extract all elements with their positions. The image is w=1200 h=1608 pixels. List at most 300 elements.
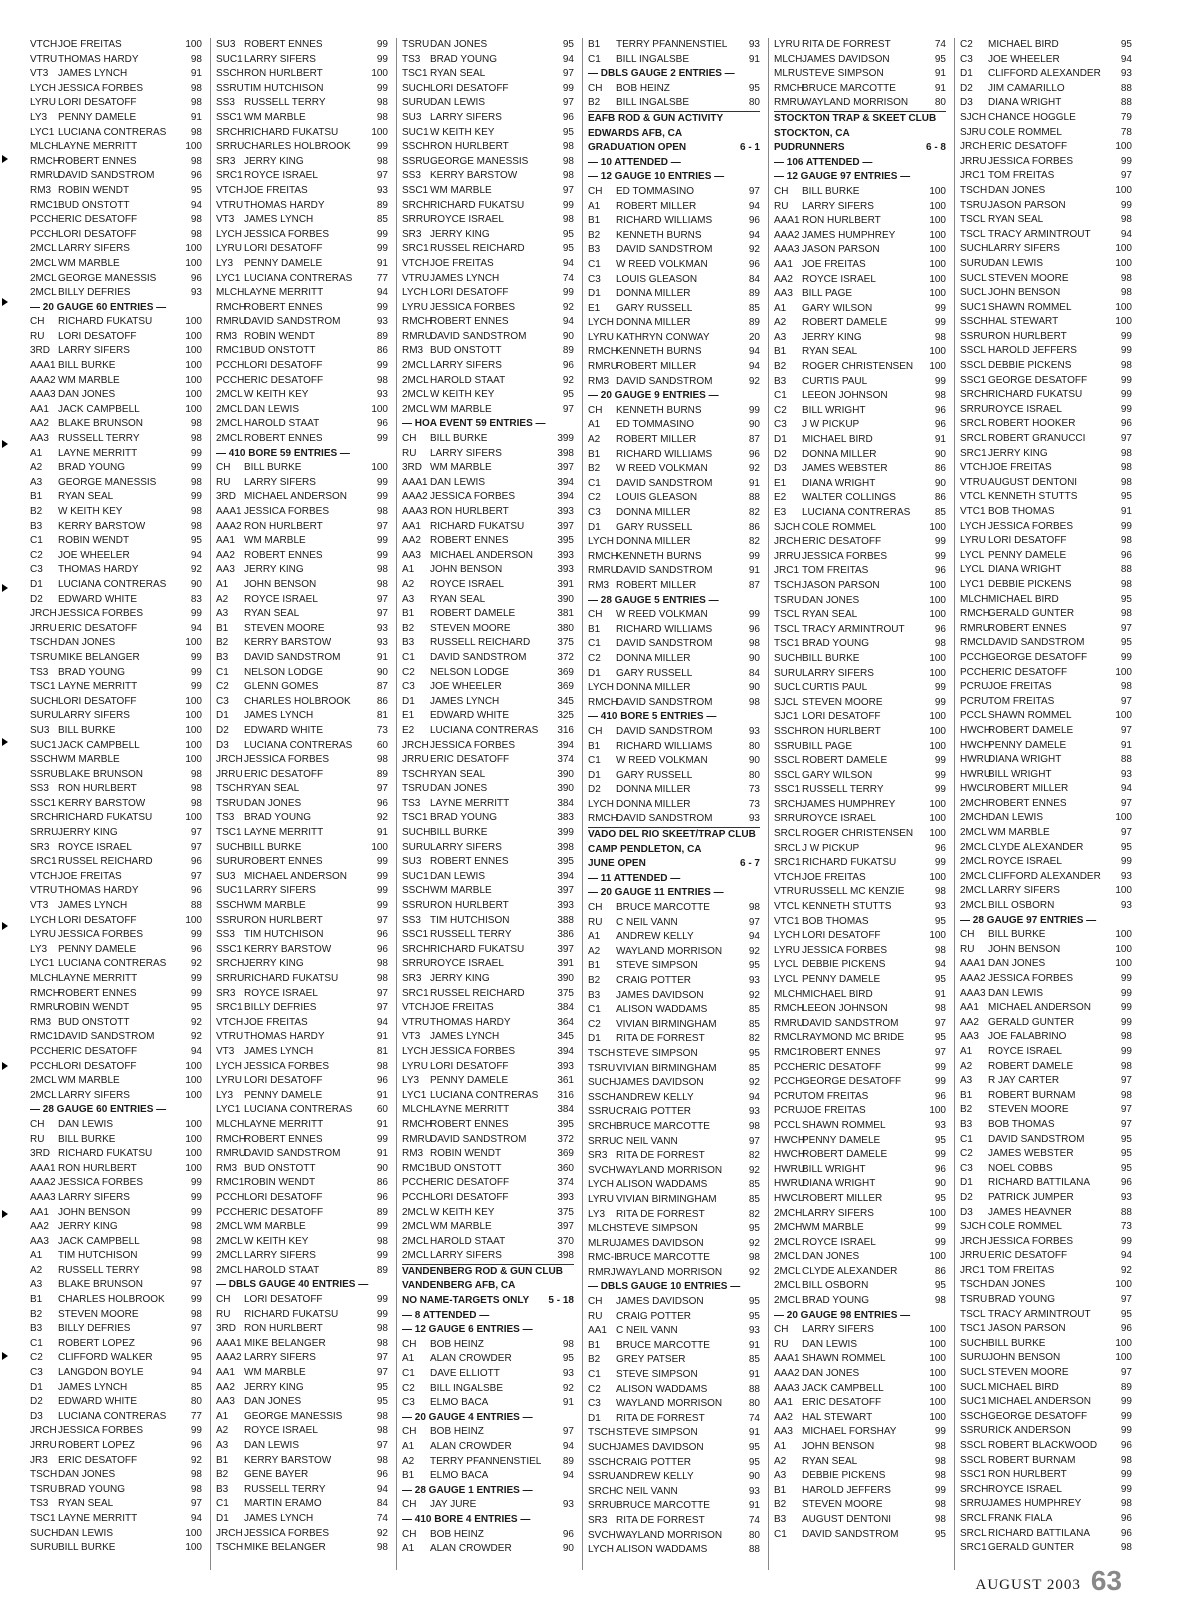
result-row <box>960 811 1132 826</box>
shooter-name: DAVID SANDSTROM <box>58 170 155 182</box>
event-header: — 410 BORE 4 ENTRIES — <box>402 1513 531 1525</box>
class-code: SUC1 <box>216 885 243 897</box>
score: 91 <box>748 53 760 65</box>
class-code: SUCH <box>30 1527 59 1539</box>
score: 95 <box>190 535 202 547</box>
result-row <box>774 521 946 536</box>
score: 88 <box>1120 564 1132 576</box>
shooter-name: ERIC DESATOFF <box>988 666 1068 678</box>
score: 91 <box>934 434 946 446</box>
result-row <box>588 433 760 448</box>
result-row <box>402 476 574 491</box>
score: 95 <box>748 82 760 94</box>
score: 95 <box>934 915 946 927</box>
score: 86 <box>934 492 946 504</box>
class-code: 2MCL <box>960 856 987 868</box>
result-row <box>960 53 1132 68</box>
result-row <box>588 1353 760 1368</box>
result-row <box>588 1193 760 1208</box>
result-row <box>960 184 1132 199</box>
class-code: C1 <box>588 1004 601 1016</box>
score: 94 <box>1120 228 1132 240</box>
result-row <box>960 1133 1132 1148</box>
class-code: SSC1 <box>774 784 801 796</box>
class-code: TSCH <box>774 579 802 591</box>
class-code: AA1 <box>774 1397 793 1409</box>
result-row <box>216 1293 388 1308</box>
score: 100 <box>929 244 946 256</box>
class-code: AA1 <box>402 520 421 532</box>
class-code: B1 <box>30 491 43 503</box>
result-row <box>588 229 760 244</box>
class-code: A2 <box>960 1060 973 1072</box>
shooter-name: LARRY SIFERS <box>430 360 502 372</box>
shooter-name: RON HURLBERT <box>802 215 881 227</box>
result-row <box>402 1469 574 1484</box>
shooter-name: ROBERT LOPEZ <box>58 1337 135 1349</box>
class-code: 2MCL <box>216 1221 243 1233</box>
event-header: — 20 GAUGE 4 ENTRIES — <box>402 1411 533 1423</box>
result-row <box>216 1235 388 1250</box>
result-row <box>216 534 388 549</box>
class-code: C2 <box>960 39 973 50</box>
score: 85 <box>934 507 946 518</box>
shooter-name: BILL INGALSBE <box>616 97 689 109</box>
class-code: HWRU <box>774 1178 806 1190</box>
class-code: LYC1 <box>30 958 55 970</box>
class-code: VTRU <box>216 199 244 211</box>
class-code: SRC1 <box>402 243 429 255</box>
result-row <box>774 1250 946 1265</box>
score: 97 <box>376 1440 388 1451</box>
score: 100 <box>929 229 946 241</box>
score: 95 <box>562 39 574 50</box>
result-row <box>774 1148 946 1163</box>
score: 80 <box>748 740 760 752</box>
class-code: SR3 <box>216 155 236 167</box>
class-code: AA3 <box>774 1426 793 1438</box>
score: 94 <box>1120 53 1132 65</box>
shoot-title: GRADUATION OPEN <box>588 142 687 154</box>
result-row <box>960 403 1132 418</box>
shooter-name: ANDREW KELLY <box>616 931 694 943</box>
shooter-name: BUD ONSTOTT <box>58 199 130 211</box>
shooter-name: W KEITH KEY <box>58 506 123 517</box>
score: 391 <box>557 958 574 970</box>
score: 98 <box>1120 1498 1132 1510</box>
score: 91 <box>748 477 760 489</box>
class-code: VTCH <box>402 1002 430 1014</box>
shooter-name: HAROLD STAAT <box>430 1235 506 1247</box>
result-row <box>216 782 388 797</box>
score: 99 <box>376 1133 388 1145</box>
class-code: JRCH <box>30 1425 57 1437</box>
score: 98 <box>934 1499 946 1511</box>
class-code: C2 <box>588 492 601 504</box>
event-header: — 106 ATTENDED — <box>774 156 873 168</box>
shooter-name: ROBERT ENNES <box>430 535 509 547</box>
shooter-name: LARRY SIFERS <box>802 1324 874 1336</box>
shooter-name: ROYCE ISRAEL <box>988 856 1062 868</box>
result-row <box>30 505 202 520</box>
shooter-name: CLIFFORD ALEXANDER <box>988 68 1101 80</box>
score: 100 <box>929 594 946 606</box>
class-code: B2 <box>774 1499 787 1511</box>
shooter-name: LORI DESATOFF <box>430 82 509 94</box>
class-code: JRRU <box>30 1440 57 1451</box>
shooter-name: ROGER CHRISTENSEN <box>802 828 914 840</box>
score: 98 <box>1120 1060 1132 1072</box>
result-row <box>216 578 388 593</box>
score: 98 <box>562 155 574 167</box>
score: 99 <box>748 404 760 416</box>
result-row <box>588 608 760 623</box>
shooter-name: JAMES LYNCH <box>430 272 500 284</box>
score: 85 <box>748 1018 760 1030</box>
result-row <box>30 578 202 593</box>
class-code: C1 <box>402 1368 415 1380</box>
shooter-name: CRAIG POTTER <box>616 1456 692 1468</box>
score: 98 <box>1120 1089 1132 1101</box>
score: 89 <box>376 199 388 211</box>
class-code: CH <box>216 462 231 474</box>
score: 99 <box>190 651 202 663</box>
result-row <box>774 1163 946 1178</box>
class-code: AA3 <box>960 1031 979 1043</box>
score: 97 <box>748 916 760 928</box>
result-row <box>216 1527 388 1542</box>
shooter-name: DAVID SANDSTROM <box>58 1031 155 1043</box>
shooter-name: DAN LEWIS <box>430 476 486 488</box>
result-row <box>588 974 760 989</box>
class-code: A2 <box>30 462 43 474</box>
score: 96 <box>934 419 946 431</box>
result-row <box>774 316 946 331</box>
class-code: TSCH <box>588 1047 616 1059</box>
class-code: RMRU <box>960 622 990 634</box>
score: 99 <box>376 360 388 372</box>
score: 94 <box>376 1016 388 1028</box>
shooter-name: BILL INGALSBE <box>430 1382 503 1394</box>
class-code: A2 <box>588 434 601 446</box>
class-code: SUCH <box>30 695 59 707</box>
result-row <box>216 344 388 359</box>
score: 98 <box>376 1337 388 1349</box>
class-code: 2MCL <box>960 900 987 912</box>
class-code: SSCH <box>960 1410 988 1422</box>
score: 93 <box>562 1499 574 1511</box>
score: 95 <box>748 1310 760 1322</box>
shooter-name: ROBERT HOOKER <box>988 418 1076 430</box>
shooter-name: ROBERT DAMELE <box>802 755 888 767</box>
shooter-name: LARRY SIFERS <box>244 53 316 65</box>
shooter-name: JAMES LYNCH <box>244 214 314 226</box>
score: 73 <box>1120 1221 1132 1233</box>
result-row <box>960 1074 1132 1089</box>
class-code: RMRU <box>774 97 804 109</box>
class-code: SUCH <box>588 1442 617 1453</box>
score: 89 <box>376 1264 388 1276</box>
result-row <box>588 1266 760 1281</box>
score: 80 <box>190 1396 202 1408</box>
column-divider <box>954 38 955 1570</box>
result-row <box>588 579 760 594</box>
class-code: SRC1 <box>216 1002 243 1014</box>
score: 60 <box>376 739 388 751</box>
score: 100 <box>185 316 202 328</box>
shooter-name: EDWARD WHITE <box>58 593 138 605</box>
result-row <box>960 1439 1132 1454</box>
result-row <box>774 433 946 448</box>
shooter-name: MICHAEL BIRD <box>988 1381 1059 1393</box>
score: 95 <box>1120 637 1132 649</box>
shooter-name: JESSICA FORBES <box>802 550 888 562</box>
shooter-name: LUCIANA CONTRERAS <box>430 724 539 736</box>
class-code: LYCH <box>588 536 614 548</box>
class-code: 2MCL <box>216 1264 243 1276</box>
result-row <box>30 388 202 403</box>
class-code: D3 <box>30 1410 43 1422</box>
score: 100 <box>185 1060 202 1072</box>
result-row <box>960 1030 1132 1045</box>
shooter-name: VIVIAN BIRMINGHAM <box>616 1193 717 1205</box>
score: 73 <box>748 798 760 810</box>
shooter-name: JESSICA FORBES <box>988 1235 1074 1247</box>
score: 99 <box>190 1250 202 1262</box>
score: 100 <box>1115 1352 1132 1364</box>
score: 84 <box>748 273 760 285</box>
score: 91 <box>1120 739 1132 751</box>
shooter-name: PENNY DAMELE <box>988 739 1067 751</box>
class-code: E1 <box>588 302 601 314</box>
class-code: 2MCL <box>774 1280 801 1292</box>
result-row <box>30 724 202 739</box>
score: 98 <box>376 564 388 576</box>
result-row <box>774 1046 946 1061</box>
score: 98 <box>748 902 760 914</box>
score: 100 <box>929 1324 946 1336</box>
result-row <box>402 1016 574 1031</box>
shooter-name: EDWARD WHITE <box>430 710 510 722</box>
shooter-name: RICHARD BATTILANA <box>988 1527 1091 1539</box>
class-code: 3RD <box>30 1148 51 1160</box>
score: 96 <box>748 448 760 460</box>
result-row <box>774 652 946 667</box>
result-row <box>216 899 388 914</box>
club-location: VANDENBERG AFB, CA <box>402 1280 516 1292</box>
result-row <box>402 344 574 359</box>
result-row <box>30 1235 202 1250</box>
shooter-name: ROBERT ENNES <box>988 797 1067 809</box>
shooter-name: DIANA WRIGHT <box>988 564 1062 576</box>
score: 85 <box>748 1193 760 1205</box>
shooter-name: NELSON LODGE <box>430 666 509 678</box>
shooter-name: THOMAS HARDY <box>244 1031 325 1043</box>
shooter-name: ALISON WADDAMS <box>616 1383 708 1395</box>
shooter-name: C NEIL VANN <box>616 1325 678 1337</box>
shooter-name: RITA DE FORREST <box>802 39 891 50</box>
class-code: SSCL <box>960 1440 987 1451</box>
shooter-name: RUSSELL TERRY <box>244 1483 326 1495</box>
shooter-name: LEEON JOHNSON <box>802 390 888 402</box>
class-code: RMCH <box>402 1118 432 1130</box>
class-code: JRCH <box>216 1527 243 1539</box>
result-row <box>960 228 1132 243</box>
score: 97 <box>1120 433 1132 445</box>
shooter-name: GEORGE MANESSIS <box>244 1410 343 1422</box>
class-code: RMRU <box>402 1133 432 1145</box>
score: 99 <box>748 550 760 562</box>
result-row <box>774 1221 946 1236</box>
shooter-name: ROBERT LOPEZ <box>58 1440 135 1451</box>
shooter-name: JASON PARSON <box>802 579 880 591</box>
class-code: D2 <box>588 784 601 796</box>
class-code: D2 <box>30 593 43 605</box>
score: 96 <box>748 258 760 270</box>
class-code: RM3 <box>30 184 52 196</box>
shooter-name: TIM HUTCHISON <box>430 914 510 926</box>
score: 80 <box>748 97 760 109</box>
result-row <box>774 1061 946 1076</box>
class-code: SU3 <box>402 111 422 123</box>
score: 83 <box>190 593 202 605</box>
result-row <box>960 1089 1132 1104</box>
shooter-name: JESSICA FORBES <box>58 1177 144 1189</box>
result-row <box>30 155 202 170</box>
score: 90 <box>748 419 760 431</box>
shooter-name: ERIC DESATOFF <box>58 1454 138 1466</box>
score: 390 <box>557 973 574 984</box>
score: 100 <box>185 257 202 269</box>
class-code: 2MCL <box>402 374 429 386</box>
class-code: E3 <box>774 507 787 518</box>
class-code: AA2 <box>216 1381 235 1393</box>
shooter-name: ED TOMMASINO <box>616 185 694 197</box>
class-code: TS3 <box>30 666 49 678</box>
shooter-name: RICHARD FUKATSU <box>244 126 339 138</box>
class-code: AA1 <box>30 403 49 415</box>
shooter-name: NOEL COBBS <box>988 1162 1053 1174</box>
column-divider <box>768 38 769 1570</box>
class-code: C3 <box>774 419 787 431</box>
class-code: SUCH <box>588 1077 617 1089</box>
result-row <box>216 1322 388 1337</box>
result-row <box>216 359 388 374</box>
class-code: JRCH <box>30 608 57 620</box>
class-code: SUCL <box>960 287 987 299</box>
result-row <box>588 1105 760 1120</box>
score: 97 <box>376 1367 388 1379</box>
shooter-name: ROBERT MILLER <box>616 434 697 446</box>
score: 98 <box>934 331 946 343</box>
result-row <box>774 1090 946 1105</box>
result-row <box>774 302 946 317</box>
shooter-name: LORI DESATOFF <box>244 243 323 255</box>
score: 99 <box>1120 1483 1132 1495</box>
shooter-name: COLE ROMMEL <box>802 521 876 533</box>
score: 93 <box>376 637 388 649</box>
shooter-name: STEVEN MOORE <box>430 622 511 634</box>
shooter-name: RON HURLBERT <box>430 900 509 912</box>
shooter-name: DEBBIE PICKENS <box>802 1470 886 1482</box>
score: 96 <box>1120 1527 1132 1539</box>
shooter-name: ROBERT DAMELE <box>988 724 1074 736</box>
score: 100 <box>185 695 202 707</box>
score: 91 <box>376 1031 388 1043</box>
score: 91 <box>376 651 388 663</box>
result-row <box>216 666 388 681</box>
result-row <box>774 1119 946 1134</box>
result-row <box>960 38 1132 53</box>
class-code: CH <box>402 1426 417 1438</box>
score: 100 <box>929 1382 946 1394</box>
class-code: SURU <box>30 1542 59 1554</box>
score: 374 <box>557 1177 574 1189</box>
shooter-name: JAMES DAVIDSON <box>802 53 890 65</box>
score: 96 <box>190 1440 202 1451</box>
score: 94 <box>1120 783 1132 795</box>
shooter-name: J W PICKUP <box>802 419 860 431</box>
score: 85 <box>748 1179 760 1191</box>
shooter-name: LUCIANA CONTRERAS <box>802 507 911 518</box>
shooter-name: WM MARBLE <box>58 754 120 766</box>
shooter-name: LORI DESATOFF <box>430 287 509 299</box>
result-row <box>216 461 388 476</box>
score: 99 <box>934 536 946 548</box>
score: 93 <box>376 316 388 328</box>
score: 91 <box>748 1369 760 1381</box>
result-row <box>960 82 1132 97</box>
shooter-name: ERIC DESATOFF <box>244 1206 324 1218</box>
result-row <box>216 155 388 170</box>
shooter-name: BOB THOMAS <box>988 506 1055 517</box>
result-row <box>774 200 946 215</box>
score: 94 <box>190 549 202 561</box>
score: 90 <box>748 755 760 767</box>
score: 388 <box>557 914 574 926</box>
score: 91 <box>934 68 946 80</box>
shooter-name: WM MARBLE <box>430 1221 492 1233</box>
score: 20 <box>748 331 760 343</box>
class-code: A1 <box>588 200 601 212</box>
result-row <box>402 811 574 826</box>
shooter-name: RUSSELL TERRY <box>244 97 326 109</box>
result-row <box>30 199 202 214</box>
result-row <box>588 1397 760 1412</box>
class-code: SRCH <box>402 199 431 211</box>
shooter-name: LARRY SIFERS <box>430 447 502 459</box>
score: 97 <box>376 593 388 605</box>
class-code: PCCH <box>402 1191 431 1203</box>
score: 93 <box>748 813 760 825</box>
class-code: JRRU <box>960 1250 987 1262</box>
class-code: SSRU <box>216 914 244 926</box>
shooter-name: DAN JONES <box>802 1368 860 1380</box>
result-row <box>588 96 760 111</box>
class-code: LY3 <box>30 943 48 955</box>
result-row <box>588 1237 760 1252</box>
score: 98 <box>376 97 388 109</box>
result-row <box>588 564 760 579</box>
shooter-name: ROYCE ISRAEL <box>430 214 504 226</box>
class-code: CH <box>588 1296 603 1308</box>
result-row <box>402 140 574 155</box>
score: 93 <box>748 1485 760 1497</box>
class-code: RMCH <box>774 1003 804 1015</box>
shooter-name: KENNETH STUTTS <box>802 901 892 913</box>
class-code: SUC1 <box>30 739 57 751</box>
class-code: 2MCL <box>402 360 429 372</box>
